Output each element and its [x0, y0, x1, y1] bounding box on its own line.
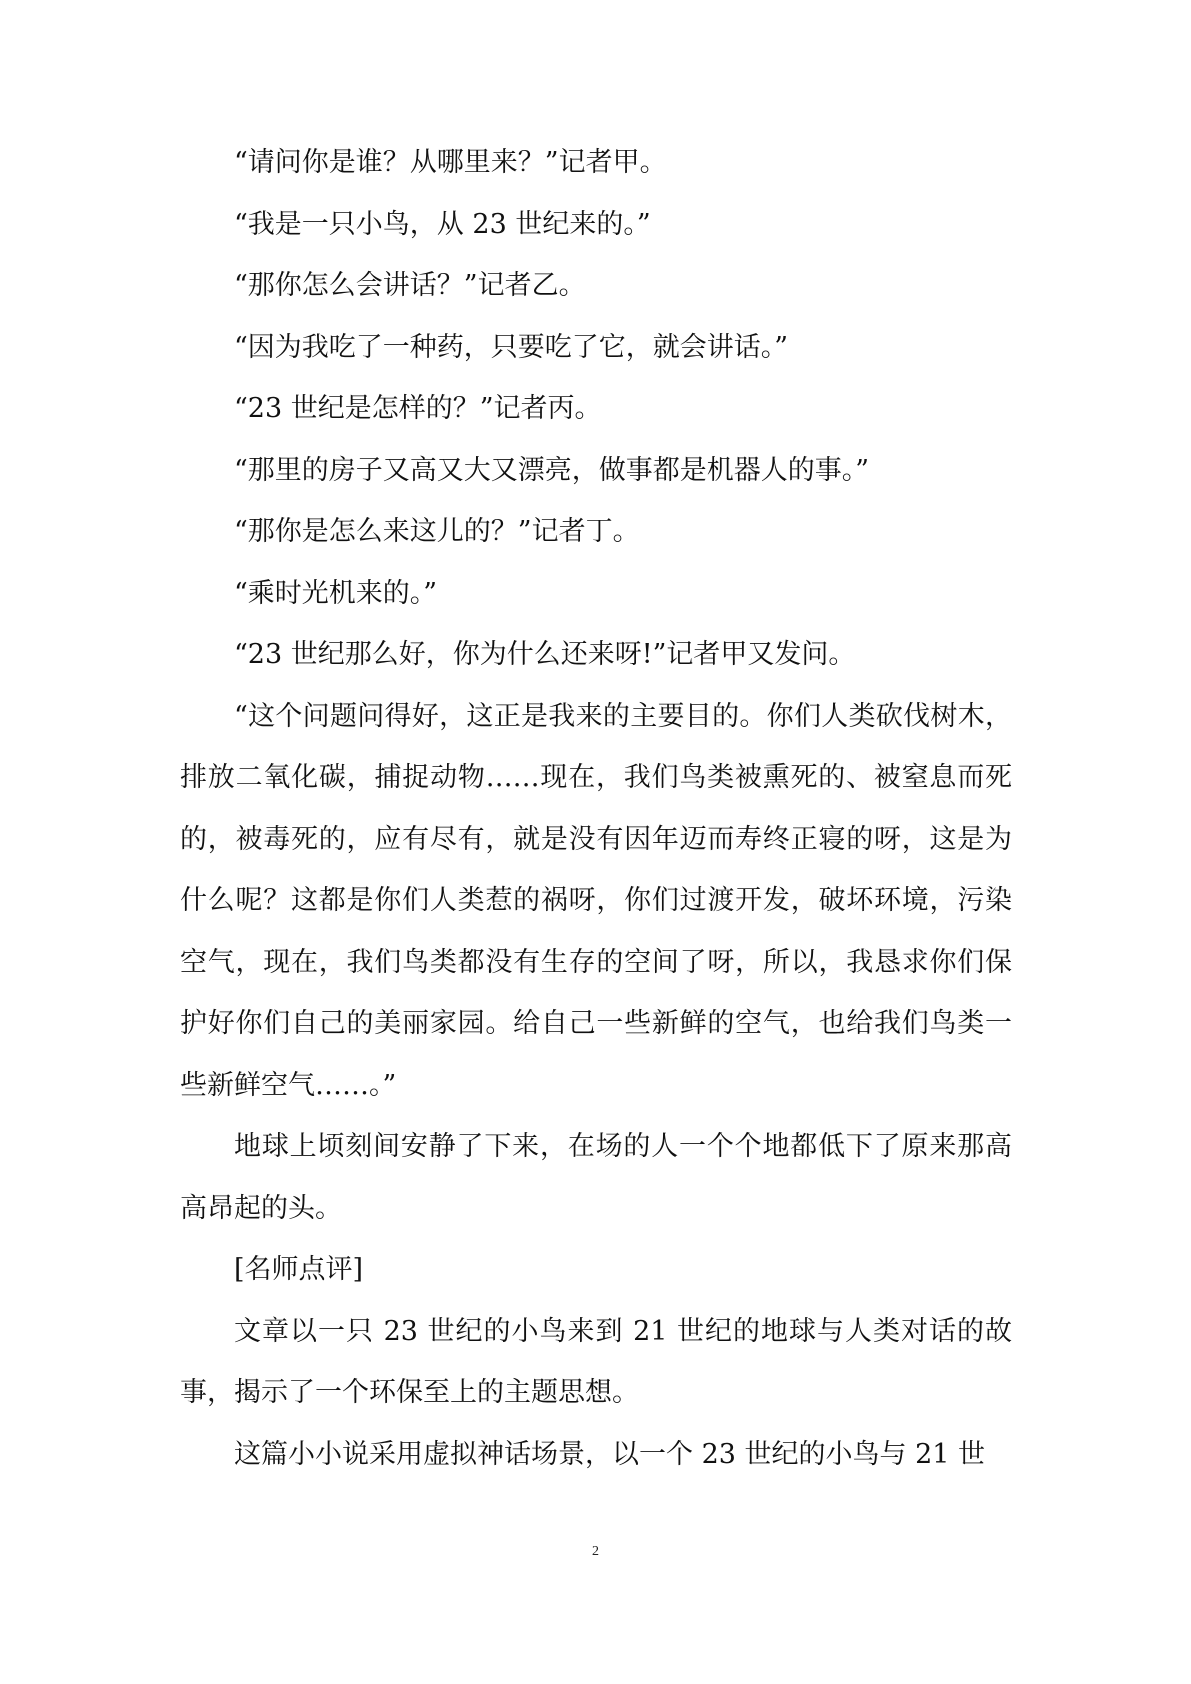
dialogue-paragraph: “23 世纪是怎样的？”记者丙。: [234, 393, 602, 424]
section-heading: [名师点评]: [234, 1254, 364, 1285]
dialogue-paragraph: “乘时光机来的。”: [234, 577, 438, 609]
dialogue-paragraph: “请问你是谁？从哪里来？”记者甲。: [234, 147, 667, 178]
dialogue-paragraph: “那里的房子又高又大又漂亮，做事都是机器人的事。”: [234, 454, 870, 486]
dialogue-paragraph: “因为我吃了一种药，只要吃了它，就会讲话。”: [234, 331, 789, 363]
dialogue-paragraph: “我是一只小鸟，从 23 世纪来的。”: [234, 208, 651, 240]
dialogue-paragraph: “23 世纪那么好，你为什么还来呀!”记者甲又发问。: [234, 639, 856, 670]
document-body: [180, 132, 1012, 1485]
bird-speech-paragraph: “这个问题问得好，这正是我来的主要目的。你们人类砍伐树木，排放二氧化碳，捕捉动物……现在，我们鸟类被熏死的、被窒息而死的，被毒死的，应有尽有，就是没有因年迈而寿终正寝的呀，这是为什么呢？这都是你们人类惹的祸呀，你们过渡开发，破坏环境，污染空气，现在，我们鸟类都没有生存的空间了呀，所以，我恳求你们保护好你们自己的美丽家园。给自己一些新鲜的空气，也给我们鸟类一些新鲜空气……。”: [180, 700, 1012, 1101]
page-number: 2: [592, 1544, 599, 1559]
commentary-paragraph: 这篇小小说采用虚拟神话场景，以一个 23 世纪的小鸟与 21 世: [234, 1438, 986, 1470]
dialogue-paragraph: “那你怎么会讲话？”记者乙。: [234, 270, 586, 301]
commentary-paragraph: 文章以一只 23 世纪的小鸟来到 21 世纪的地球与人类对话的故事，揭示了一个环保至上的主题思想。: [180, 1315, 1012, 1408]
dialogue-paragraph: “那你是怎么来这儿的？”记者丁。: [234, 516, 640, 547]
narration-paragraph: 地球上顷刻间安静了下来，在场的人一个个地都低下了原来那高高昂起的头。: [180, 1131, 1012, 1224]
